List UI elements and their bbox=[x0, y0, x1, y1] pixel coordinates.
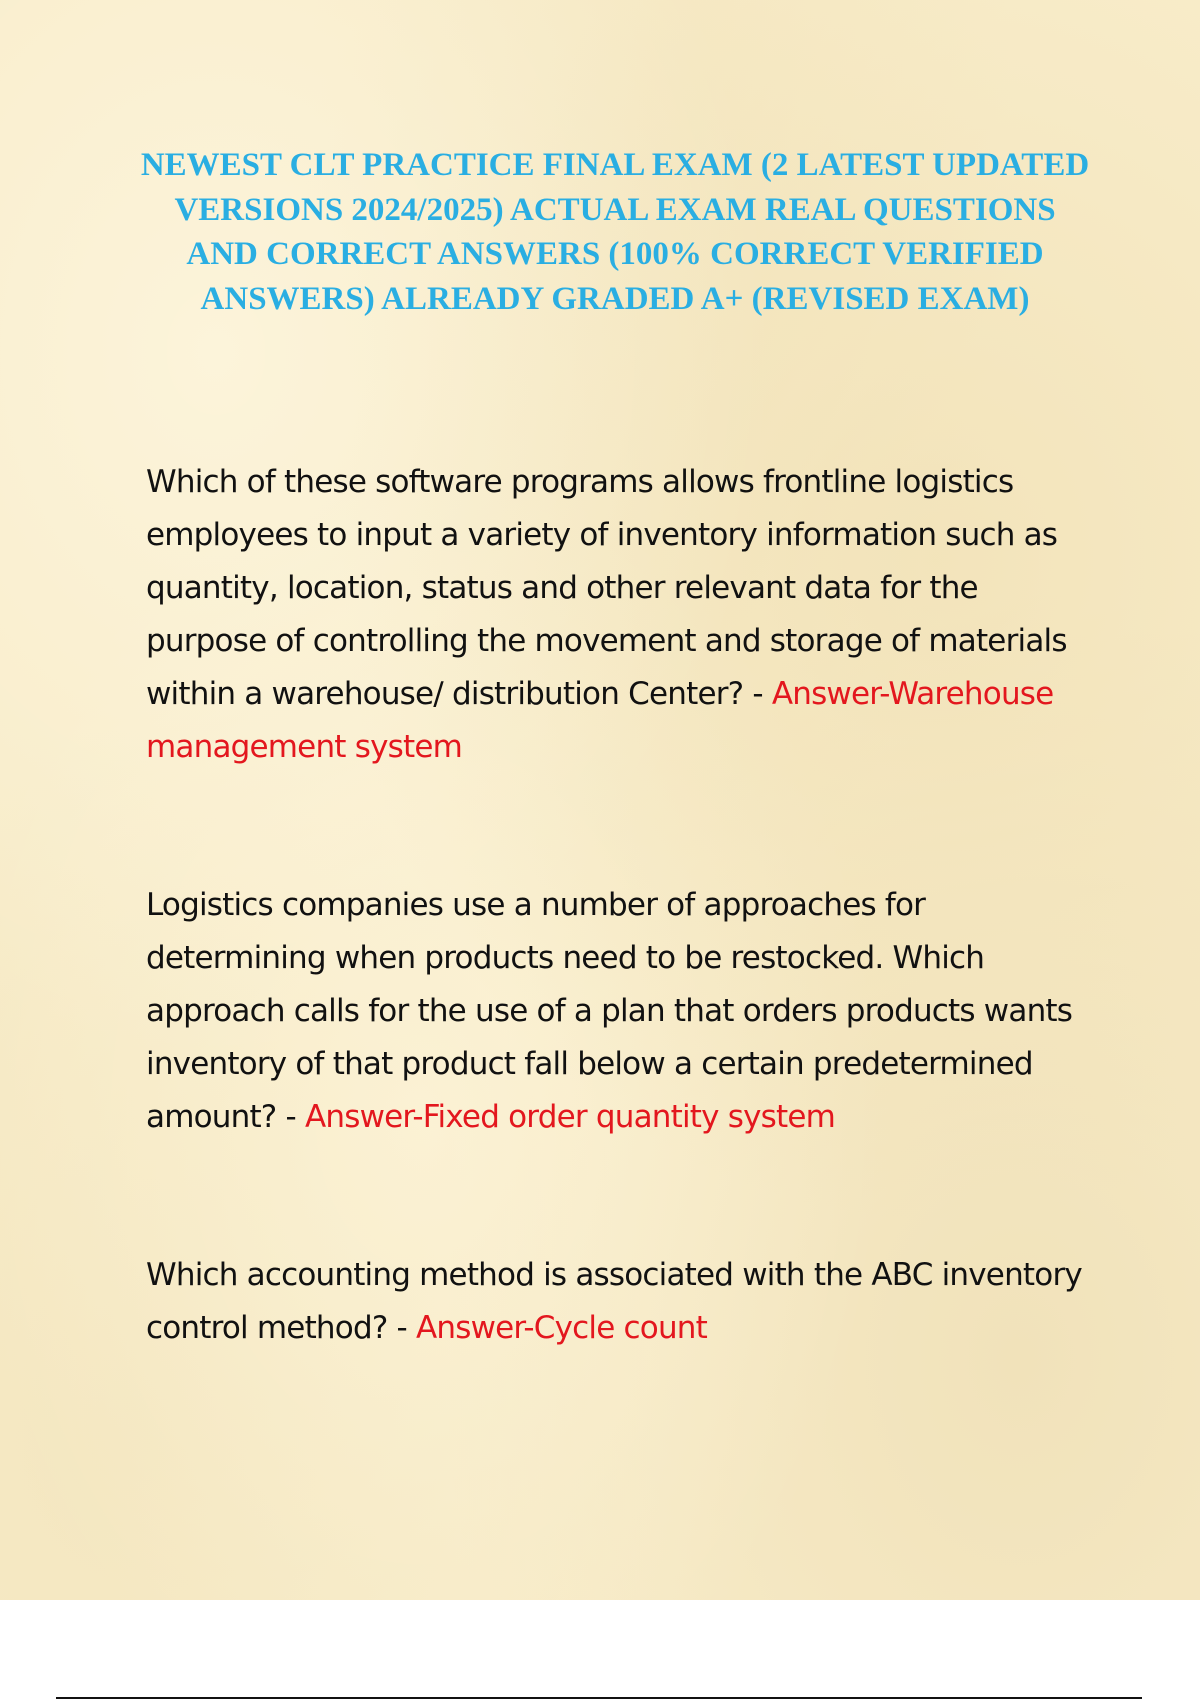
qa-item-3 bbox=[146, 1249, 1096, 1355]
qa-list bbox=[146, 456, 1096, 1460]
answer-text: Answer-Cycle count bbox=[415, 1310, 707, 1346]
question-text: Logistics companies use a number of approaches for determining when products need to be restocked. Which approach calls for the use of a plan that orders products wants inventory of that product fall below a certain predetermined amount? - bbox=[146, 887, 1073, 1135]
qa-item-1 bbox=[146, 456, 1096, 774]
question-text: Which accounting method is associated with the ABC inventory control method? - bbox=[146, 1257, 1082, 1346]
answer-text: Answer-Fixed order quantity system bbox=[304, 1099, 836, 1135]
question-text: Which of these software programs allows frontline logistics employees to input a variety of inventory information such as quantity, location, status and other relevant data for the purpose of controlling the movement and storage of materials within a warehouse/ distribution Center? - bbox=[146, 464, 1067, 712]
answer-text: Answer-Warehouse management system bbox=[146, 676, 1054, 765]
footer-divider bbox=[56, 1697, 1142, 1699]
document-title: NEWEST CLT PRACTICE FINAL EXAM (2 LATEST UPDATED VERSIONS 2024/2025) ACTUAL EXAM REAL QUESTIONS AND CORRECT ANSWERS (100% CORRECT VERIFIED ANSWERS) ALREADY GRADED A+ (REVISED EXAM) bbox=[140, 147, 1090, 317]
qa-item-2 bbox=[146, 879, 1096, 1144]
